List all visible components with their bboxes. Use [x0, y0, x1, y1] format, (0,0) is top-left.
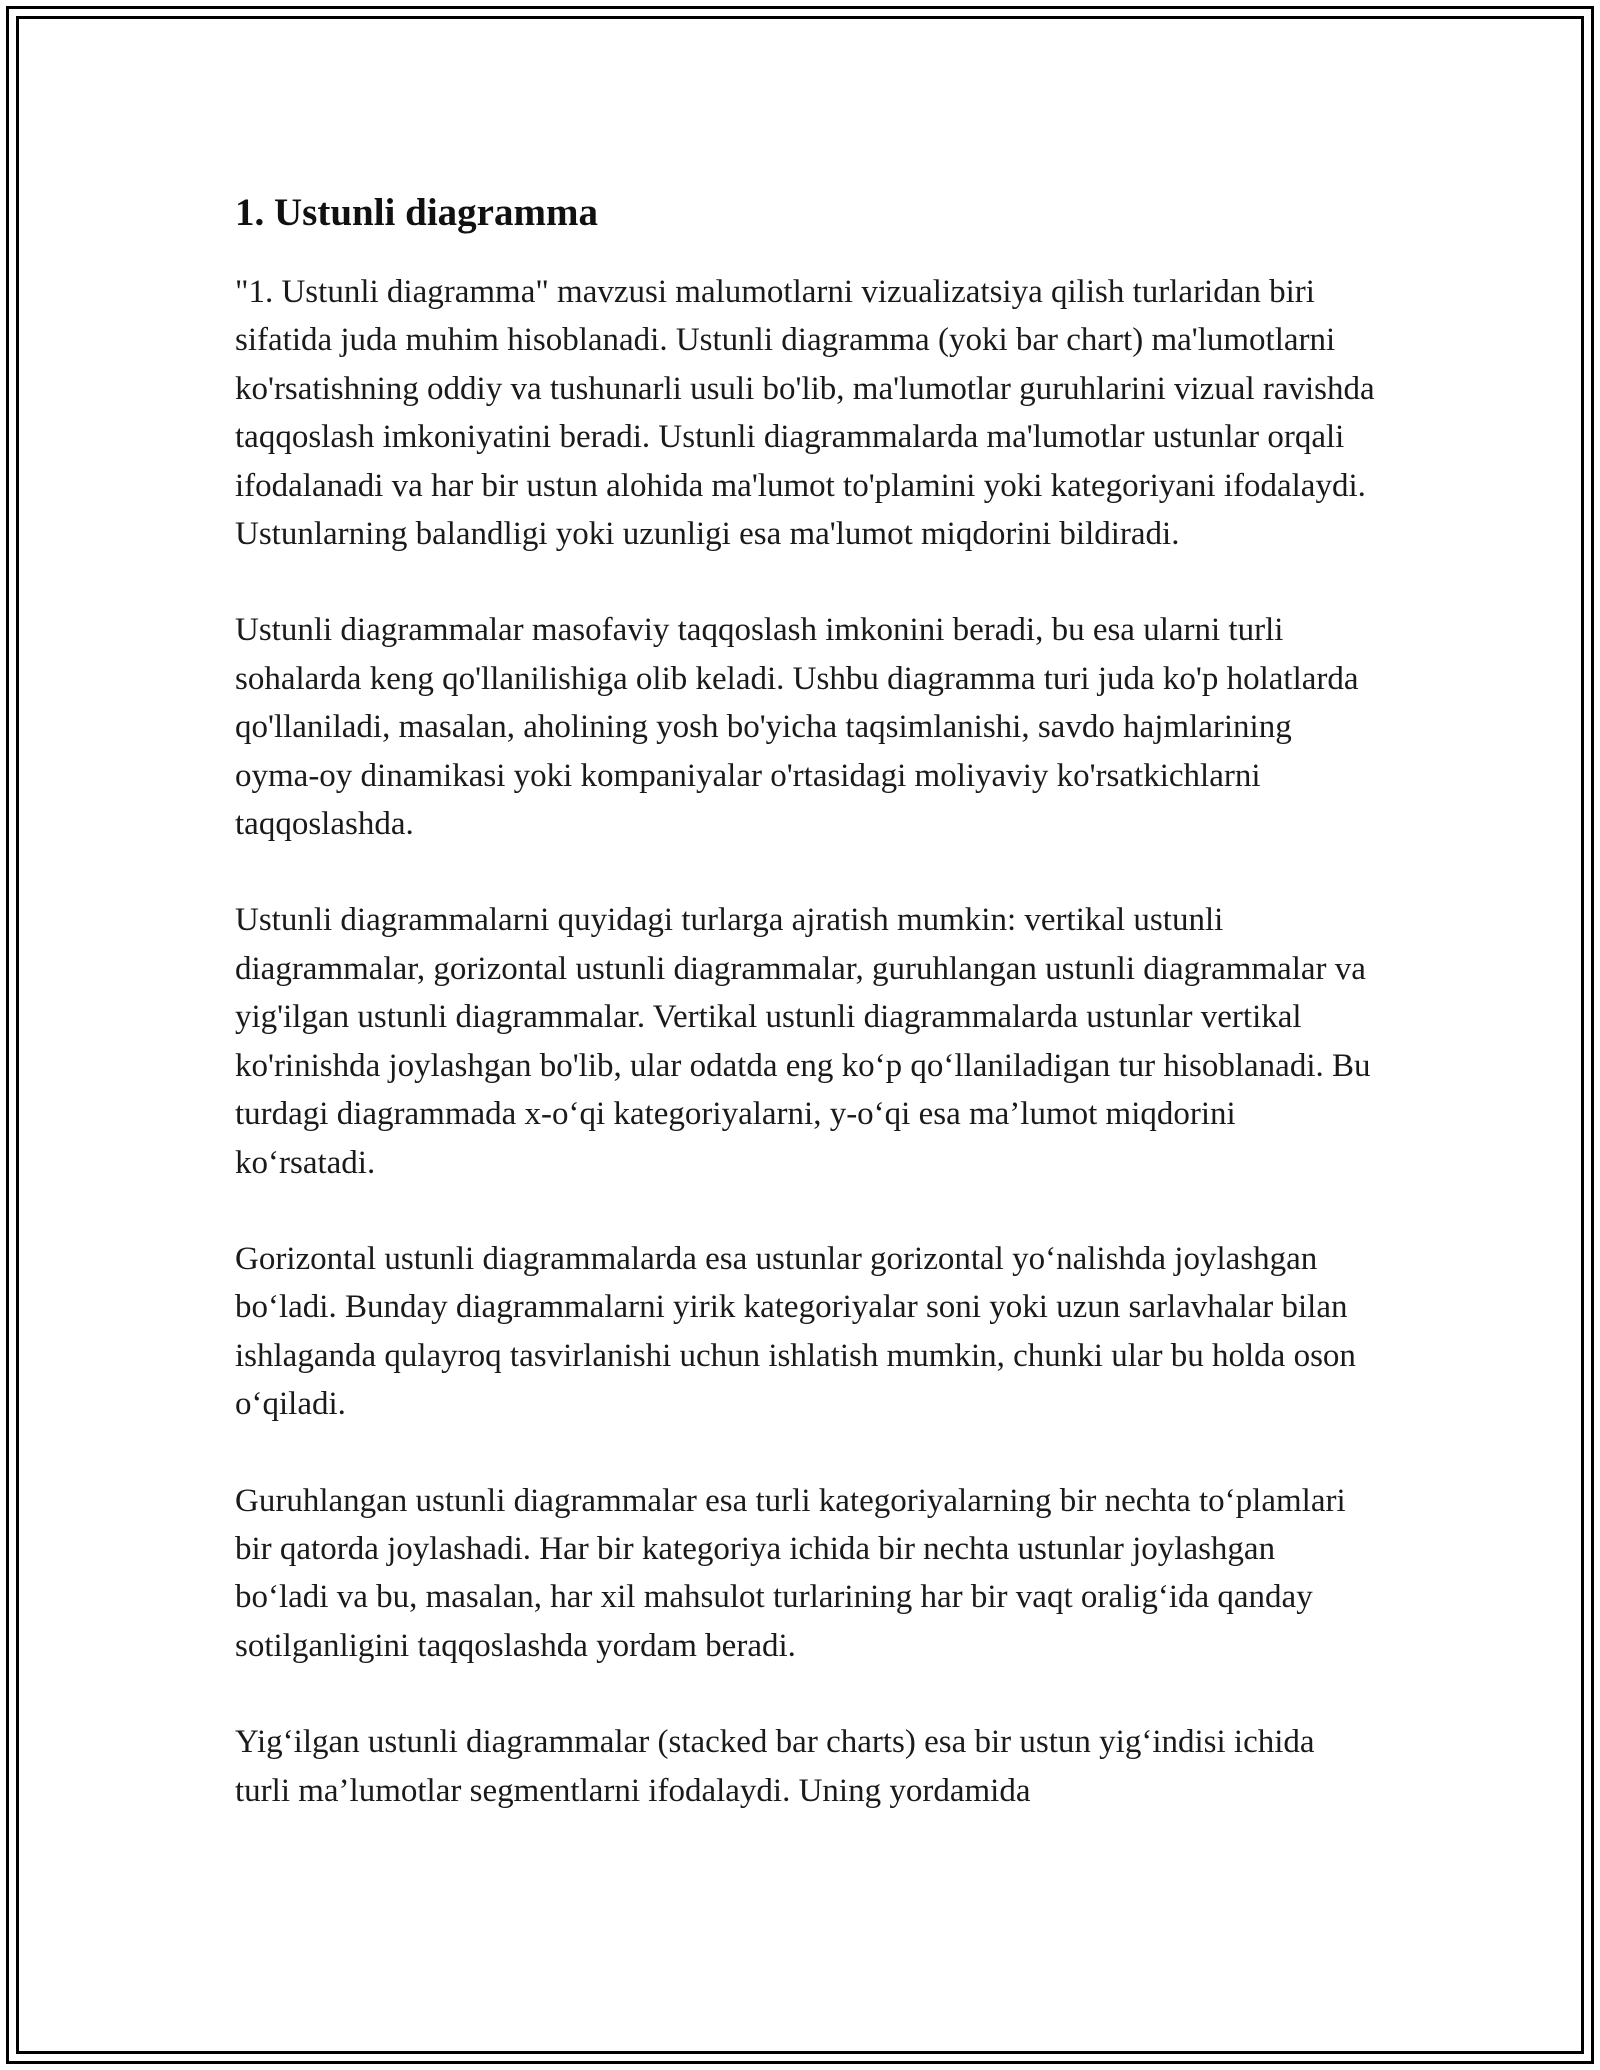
- paragraph-types: Ustunli diagrammalarni quyidagi turlarga ajratish mumkin: vertikal ustunli diagrammalar, gorizontal ustunli diagrammalar, guruhlangan ustunli diagrammalar va yig'ilgan ustunli diagrammalar. Vertikal ustunli diagrammalarda ustunlar vertikal ko'rinishda joylashgan bo'lib, ular odatda eng ko‘p qo‘llaniladigan tur hisoblanadi. Bu turdagi diagrammada x-o‘qi kategoriyalarni, y-o‘qi esa ma’lumot miqdorini ko‘rsatadi.: [235, 902, 1371, 1181]
- paragraph-stacked: Yig‘ilgan ustunli diagrammalar (stacked bar charts) esa bir ustun yig‘indisi ichida turli ma’lumotlar segmentlarni ifodalaydi. Uning yordamida: [235, 1724, 1315, 1809]
- paragraph-horizontal: Gorizontal ustunli diagrammalarda esa ustunlar gorizontal yo‘nalishda joylashgan bo‘ladi. Bunday diagrammalarni yirik kategoriyalar soni yoki uzun sarlavhalar bilan ishlaganda qulayroq tasvirlanishi uchun ishlatish mumkin, chunki ular bu holda oson o‘qiladi.: [235, 1240, 1356, 1423]
- page-title: 1. Ustunli diagramma: [235, 191, 598, 234]
- paragraph-grouped: Guruhlangan ustunli diagrammalar esa turli kategoriyalarning bir nechta to‘plamlari bir qatorda joylashadi. Har bir kategoriya ichida bir nechta ustunlar joylashgan bo‘ladi va bu, masalan, har xil mahsulot turlarining har bir vaqt oralig‘ida qanday sotilganligini taqqoslashda yordam beradi.: [235, 1482, 1346, 1664]
- paragraph-intro: "1. Ustunli diagramma" mavzusi malumotlarni vizualizatsiya qilish turlaridan biri sifatida juda muhim hisoblanadi. Ustunli diagramma (yoki bar chart) ma'lumotlarni ko'rsatishning oddiy va tushunarli usuli bo'lib, ma'lumotlar guruhlarini vizual ravishda taqqoslash imkoniyatini beradi. Ustunli diagrammalarda ma'lumotlar ustunlar orqali ifodalanadi va har bir ustun alohida ma'lumot to'plamini yoki kategoriyani ifodalaydi. Ustunlarning balandligi yoki uzunligi esa ma'lumot miqdorini bildiradi.: [235, 274, 1375, 553]
- paragraph-comparison: Ustunli diagrammalar masofaviy taqqoslash imkonini beradi, bu esa ularni turli sohalarda keng qo'llanilishiga olib keladi. Ushbu diagramma turi juda ko'p holatlarda qo'llaniladi, masalan, aholining yosh bo'yicha taqsimlanishi, savdo hajmlarining oyma-oy dinamikasi yoki kompaniyalar o'rtasidagi moliyaviy ko'rsatkichlarni taqqoslashda.: [235, 612, 1359, 843]
- document-body: [235, 180, 1375, 1863]
